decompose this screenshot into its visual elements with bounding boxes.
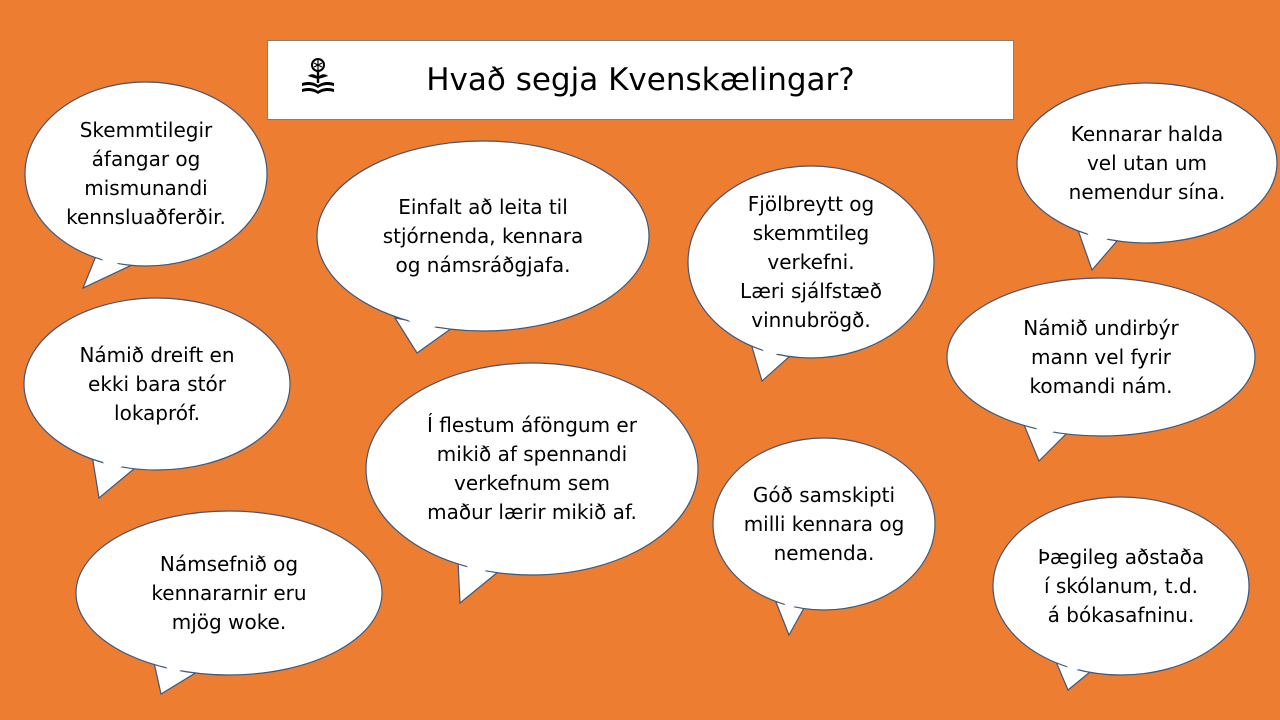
quote-text-i-flestum: Í flestum áföngum er mikið af spennandi verkefnum sem maður lærir mikið af. (427, 413, 637, 524)
title-banner (267, 40, 1014, 120)
quote-text-namsefnid: Námsefnið og kennararnir eru mjög woke. (151, 551, 307, 634)
quote-text-fjolbreytt: Fjölbreytt og skemmtileg verkefni. Læri sjálfstæð vinnubrögð. (740, 191, 882, 332)
slide-title: Hvað segja Kvenskælingar? (426, 62, 855, 98)
quote-text-skemmtilegir: Skemmtilegir áfangar og mismunandi kennsluaðferðir. (66, 118, 226, 229)
quote-text-thaegileg: Þægileg aðstaða í skólanum, t.d. á bókasafninu. (1037, 544, 1205, 627)
quote-text-namid-undirbyr: Námið undirbýr mann vel fyrir komandi nám. (1023, 315, 1179, 398)
quote-text-namid-dreift: Námið dreift en ekki bara stór lokapróf. (79, 342, 235, 425)
quote-text-kennarar-halda: Kennarar halda vel utan um nemendur sína. (1068, 121, 1226, 204)
quote-text-einfalt: Einfalt að leita til stjórnenda, kennara og námsráðgjafa. (382, 194, 584, 277)
quote-text-god-samskipti: Góð samskipti milli kennara og nemenda. (743, 482, 905, 565)
